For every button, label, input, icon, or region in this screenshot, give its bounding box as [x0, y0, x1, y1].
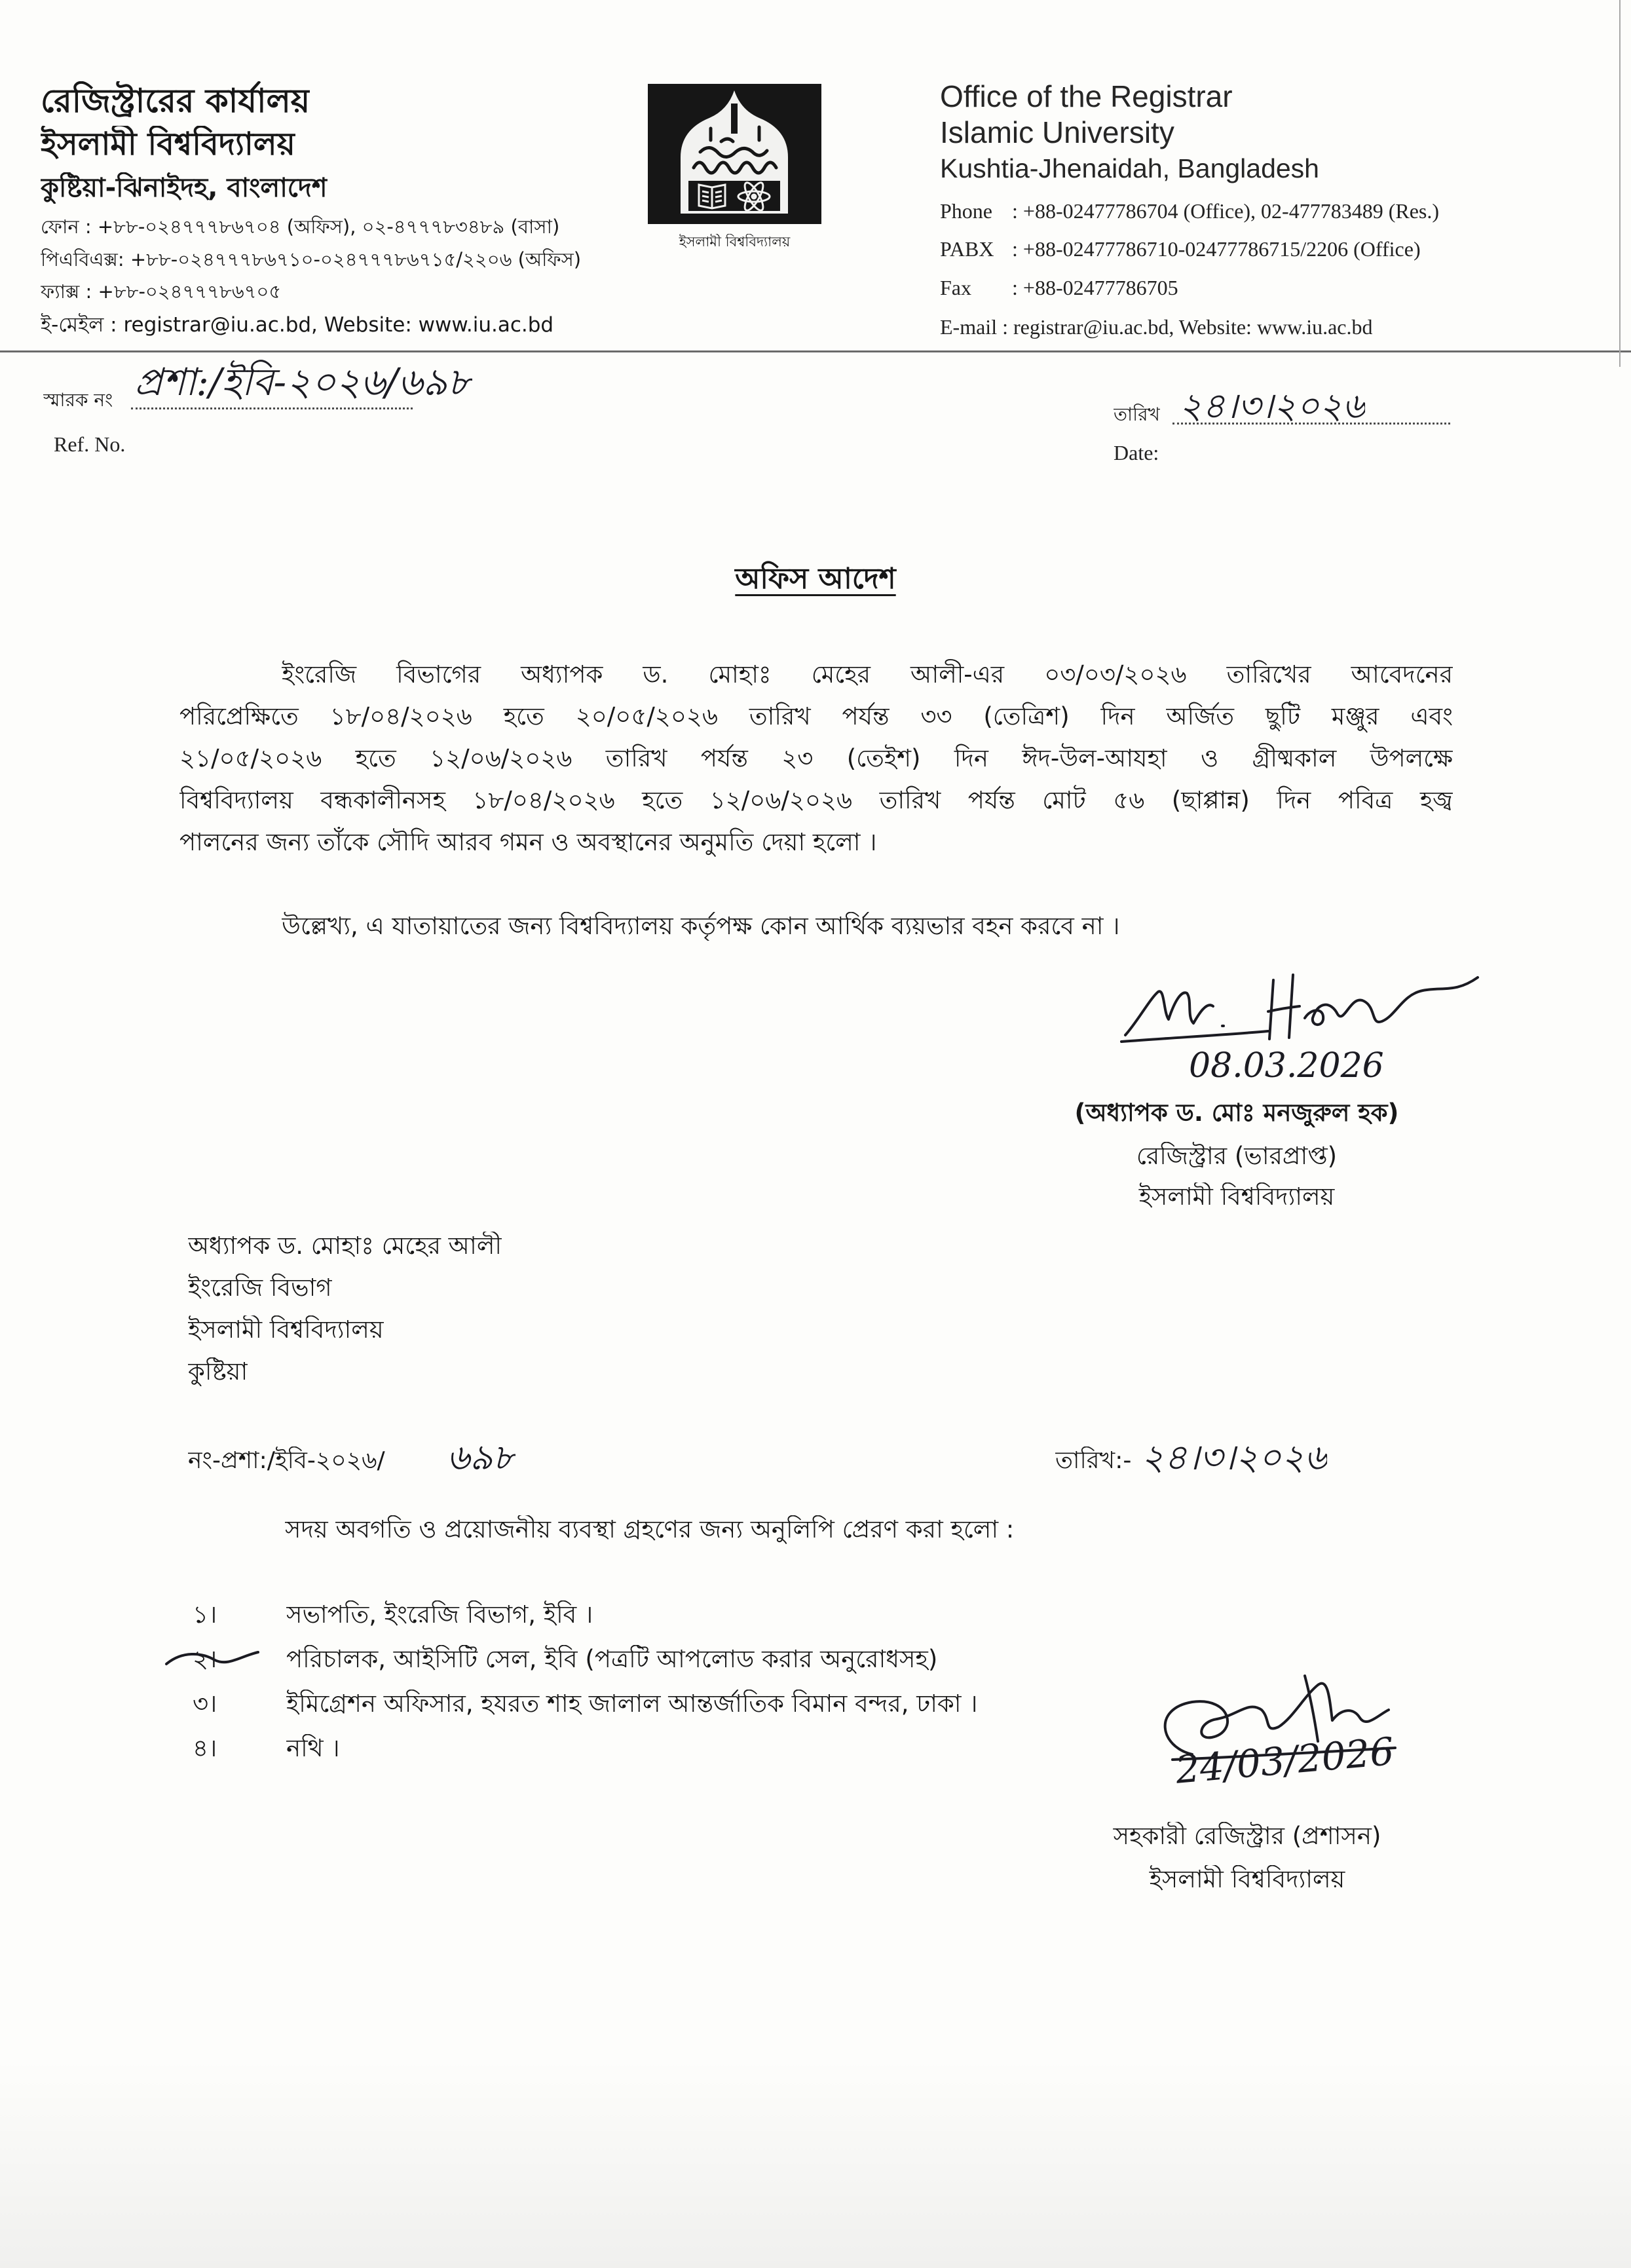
scan-edge	[1619, 0, 1621, 367]
body-note: উল্লেখ্য, এ যাতায়াতের জন্য বিশ্ববিদ্যালয় কর্তৃপক্ষ কোন আর্থিক ব্যয়ভার বহন করবে না ।	[282, 912, 1120, 940]
en-phone-line	[940, 198, 1439, 223]
strike-mark	[164, 1643, 262, 1676]
copy-item-text: পরিচালক, আইসিটি সেল, ইবি (পত্রটি আপলোড করার অনুরোধসহ)	[286, 1645, 938, 1673]
bn-location: কুষ্টিয়া-ঝিনাইদহ, বাংলাদেশ	[41, 173, 328, 203]
copy-item-text: নথি ।	[286, 1734, 340, 1762]
body-line: বিশ্ববিদ্যালয় বন্ধকালীনসহ ১৮/০৪/২০২৬ হতে ১২/০৬/২০২৬ তারিখ পর্যন্ত মোট ৫৬ (ছাপ্পান্ন) দিন পবিত্র হজ্ব	[179, 786, 1453, 814]
en-email-line: E-mail : registrar@iu.ac.bd, Website: www.iu.ac.bd	[940, 315, 1373, 339]
recipient-line: ইংরেজি বিভাগ	[188, 1274, 332, 1302]
registrar-signature-date: 08.03.2026	[1189, 1046, 1384, 1086]
copy-item-text: সভাপতি, ইংরেজি বিভাগ, ইবি ।	[286, 1600, 593, 1629]
copies-intro: সদয় অবগতি ও প্রয়োজনীয় ব্যবস্থা গ্রহণের জন্য অনুলিপি প্রেরণ করা হলো :	[285, 1515, 1015, 1543]
bn-fax: ফ্যাক্স : +৮৮-০২৪৭৭৭৮৬৭০৫	[41, 280, 282, 303]
en-location: Kushtia-Jhenaidah, Bangladesh	[940, 153, 1319, 183]
body-line: পরিপ্রেক্ষিতে ১৮/০৪/২০২৬ হতে ২০/০৫/২০২৬ তারিখ পর্যন্ত ৩৩ (তেত্রিশ) দিন অর্জিত ছুটি মঞ্জুর এবং	[179, 702, 1453, 730]
ref-dotted-line	[131, 407, 413, 409]
registrar-signature	[1114, 958, 1493, 1056]
en-university-name: Islamic University	[940, 115, 1174, 149]
scan-shading	[0, 2057, 1631, 2268]
bn-email: ই-মেইল : registrar@iu.ac.bd, Website: www.iu.ac.bd	[41, 313, 554, 337]
copy-item-number: ৩।	[193, 1690, 217, 1718]
bn-office-title: রেজিস্ট্রারের কার্যালয়	[41, 82, 310, 120]
en-pabx-value: : +88-02477786710-02477786715/2206 (Office)	[1012, 237, 1421, 261]
registrar-name: (অধ্যাপক ড. মোঃ মনজুরুল হক)	[1074, 1099, 1399, 1127]
bn-pabx: পিএবিএক্স: +৮৮-০২৪৭৭৭৮৬৭১০-০২৪৭৭৭৮৬৭১৫/২২০৬ (অফিস)	[41, 248, 582, 271]
registrar-designation: রেজিস্ট্রার (ভারপ্রাপ্ত)	[1136, 1142, 1338, 1170]
en-phone-label: Phone	[940, 199, 992, 223]
logo-caption: ইসলামী বিশ্ববিদ্যালয়	[679, 234, 791, 250]
bn-phone: ফোন : +৮৮-০২৪৭৭৭৮৬৭০৪ (অফিস), ০২-৪৭৭৭৮৩৪৮৯ (বাসা)	[41, 216, 560, 238]
date-label-bn: তারিখ	[1114, 404, 1160, 425]
copy-item-number: ২।	[193, 1645, 217, 1673]
recipient-line: কুষ্টিয়া	[188, 1357, 248, 1386]
registrar-organization: ইসলামী বিশ্ববিদ্যালয়	[1138, 1182, 1335, 1211]
en-pabx-line	[940, 236, 1421, 261]
recipient-line: অধ্যাপক ড. মোহাঃ মেহের আলী	[188, 1232, 502, 1260]
memo-date-handwritten: ২৪।৩।২০২৬	[1141, 1437, 1328, 1478]
recipient-line: ইসলামী বিশ্ববিদ্যালয়	[188, 1315, 384, 1344]
memo-date-label: তারিখ:-	[1055, 1447, 1132, 1474]
page-title: অফিস আদেশ	[735, 562, 896, 595]
assistant-registrar-organization: ইসলামী বিশ্ববিদ্যালয়	[1149, 1865, 1345, 1893]
copy-item-text: ইমিগ্রেশন অফিসার, হযরত শাহ জালাল আন্তর্জাতিক বিমান বন্দর, ঢাকা ।	[286, 1690, 978, 1718]
copy-item-number: ১।	[193, 1600, 217, 1629]
assistant-registrar-designation: সহকারী রেজিস্ট্রার (প্রশাসন)	[1113, 1822, 1381, 1850]
header-divider	[0, 350, 1631, 352]
ref-label-en: Ref. No.	[54, 432, 126, 456]
memo-number-handwritten: ৬৯৮	[447, 1437, 516, 1478]
en-fax-line	[940, 275, 1178, 300]
date-label-en: Date:	[1114, 441, 1159, 464]
bn-university-name: ইসলামী বিশ্ববিদ্যালয়	[41, 126, 295, 162]
en-pabx-label: PABX	[940, 237, 994, 261]
en-fax-label: Fax	[940, 276, 971, 299]
copy-item-number: ৪।	[193, 1734, 217, 1762]
ref-label-bn: স্মারক নং	[43, 389, 113, 411]
memo-prefix: নং-প্রশা:/ইবি-২০২৬/	[188, 1447, 385, 1474]
en-office-title: Office of the Registrar	[940, 79, 1233, 113]
date-handwritten: ২৪।৩।২০২৬	[1179, 385, 1366, 426]
university-crest-icon	[648, 84, 821, 224]
en-phone-value: : +88-02477786704 (Office), 02-477783489 (Res.)	[1012, 199, 1440, 223]
assistant-signature-date: 24/03/2026	[1173, 1728, 1396, 1792]
body-line: পালনের জন্য তাঁকে সৌদি আরব গমন ও অবস্থানের অনুমতি দেয়া হলো ।	[179, 828, 877, 856]
en-fax-value: : +88-02477786705	[1012, 276, 1178, 299]
body-line: ইংরেজি বিভাগের অধ্যাপক ড. মোহাঃ মেহের আলী-এর ০৩/০৩/২০২৬ তারিখের আবেদনের	[282, 660, 1453, 689]
ref-number-handwritten: প্রশা:/ইবি-২০২৬/৬৯৮	[134, 360, 472, 404]
body-line: ২১/০৫/২০২৬ হতে ১২/০৬/২০২৬ তারিখ পর্যন্ত ২৩ (তেইশ) দিন ঈদ-উল-আযহা ও গ্রীষ্মকাল উপলক্ষে	[179, 744, 1453, 772]
